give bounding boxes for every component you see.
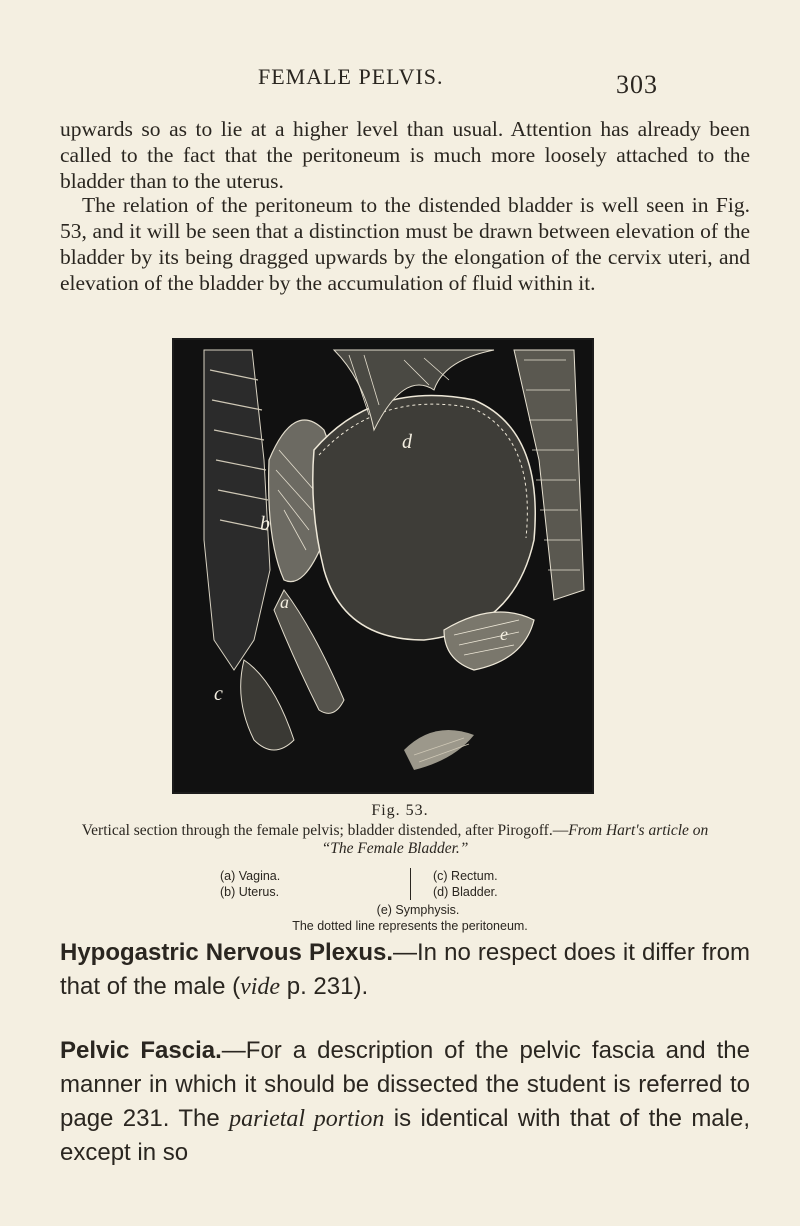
legend-vagina: (a) Vagina. xyxy=(220,869,281,883)
parietal-italic: parietal portion xyxy=(229,1106,385,1132)
section-text: p. 231). xyxy=(280,973,369,1000)
legend-right-column xyxy=(410,868,593,900)
section-hypogastric xyxy=(60,936,750,1004)
legend-left-column xyxy=(220,868,370,900)
section-text: —For a description of the pelvic fascia and the manner in which it should be dissected the student is referred to page 231. The xyxy=(60,1037,750,1132)
page-number: 303 xyxy=(616,70,658,99)
paragraph-fig-reference: The relation of the peritoneum to the distended bladder is well seen in Fig. 53, and it will be seen that a distinction must be drawn between elevation of the bladder by its being dragged upwards by the elongation of the cervix uteri, and elevation of the bladder by the accumulation of fluid within it. xyxy=(60,193,750,295)
label-d: d xyxy=(402,431,412,453)
legend-rectum: (c) Rectum. xyxy=(433,869,498,883)
vide-italic: vide xyxy=(240,974,281,1000)
section-heading-hypogastric: Hypogastric Nervous Plexus. xyxy=(60,939,393,966)
section-text: is identical with that of the male, except in so xyxy=(60,1105,751,1166)
figure-53-illustration xyxy=(172,338,594,794)
label-a: a xyxy=(280,592,289,612)
caption-source: From Hart's article on “The Female Bladder.” xyxy=(321,822,709,857)
legend-note: The dotted line represents the peritoneum. xyxy=(292,919,528,933)
figure-caption xyxy=(70,822,720,858)
label-c: c xyxy=(214,683,223,705)
paragraph-continuation: upwards so as to lie at a higher level than usual. Attention has already been called to the fact that the peritoneum is much more loosely attached to the bladder than to the uterus. xyxy=(60,117,750,193)
label-b: b xyxy=(260,513,270,535)
legend-uterus: (b) Uterus. xyxy=(220,885,280,899)
running-title: FEMALE PELVIS. xyxy=(258,64,444,89)
legend-symphysis: (e) Symphysis. xyxy=(376,903,460,917)
legend-bladder: (d) Bladder. xyxy=(433,885,498,899)
label-e: e xyxy=(500,624,508,644)
section-heading-pelvic-fascia: Pelvic Fascia. xyxy=(60,1037,222,1064)
pelvis-section-engraving xyxy=(174,340,592,792)
section-text: —In no respect does it differ from that of the male ( xyxy=(60,939,750,1000)
section-pelvic-fascia xyxy=(60,1034,750,1170)
figure-number: Fig. 53. xyxy=(371,802,429,819)
caption-main: Vertical section through the female pelvis; bladder distended, after Pirogoff.— xyxy=(81,822,569,839)
